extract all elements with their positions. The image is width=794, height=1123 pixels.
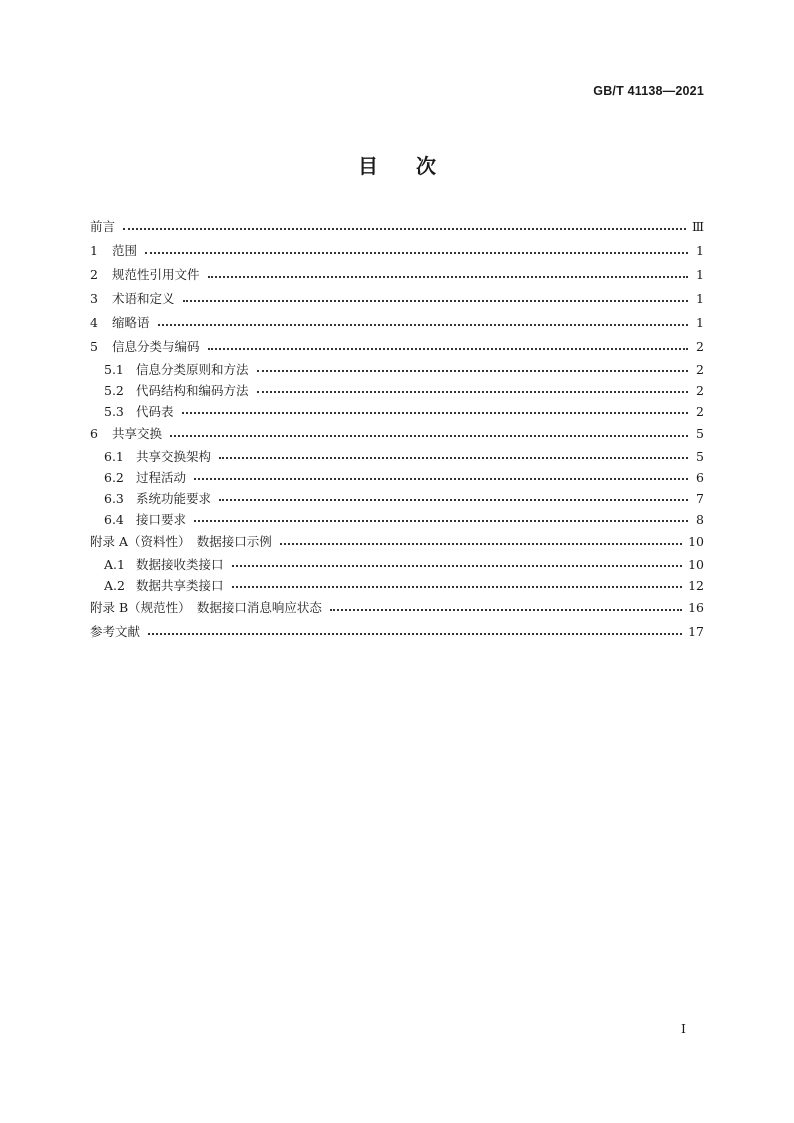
toc-entry-page: 6 (696, 470, 704, 485)
toc-entry-title: 信息分类原则和方法 (136, 362, 249, 377)
toc-entry[interactable] (90, 467, 704, 488)
toc-dot-leader (219, 456, 688, 459)
toc-entry-title: 前言 (90, 219, 116, 234)
toc-dot-leader (330, 608, 682, 611)
toc-entry-page: Ⅲ (691, 219, 704, 234)
toc-entry[interactable] (90, 446, 704, 467)
page-title: 目次 (358, 154, 474, 178)
toc-entry-number: A.1 (104, 557, 125, 572)
toc-dot-leader (232, 585, 683, 588)
toc-dot-leader (145, 251, 688, 254)
toc-entry[interactable] (90, 422, 704, 446)
toc-entry[interactable] (90, 335, 704, 359)
toc-entry-page: 5 (696, 449, 704, 464)
toc-entry[interactable] (90, 554, 704, 575)
toc-entry-page: 12 (688, 578, 704, 593)
toc-entry[interactable] (90, 488, 704, 509)
toc-entry-page: 2 (696, 339, 704, 354)
toc-entry-number: A.2 (104, 578, 125, 593)
toc-entry-page: 2 (696, 404, 704, 419)
toc-entry-title: 数据共享类接口 (136, 578, 224, 593)
table-of-contents (90, 215, 704, 644)
toc-entry-page: 1 (696, 291, 704, 306)
toc-entry-number: 3 (90, 291, 98, 306)
toc-entry[interactable] (90, 575, 704, 596)
toc-dot-leader (257, 369, 688, 372)
toc-entry[interactable] (90, 380, 704, 401)
toc-dot-leader (232, 564, 683, 567)
toc-dot-leader (182, 411, 688, 414)
toc-entry-page: 1 (696, 243, 704, 258)
toc-entry-number: 6.1 (104, 449, 124, 464)
toc-entry-page: 16 (688, 600, 704, 615)
toc-dot-leader (158, 323, 688, 326)
toc-entry[interactable] (90, 530, 704, 554)
toc-entry-title: 代码结构和编码方法 (136, 383, 249, 398)
toc-dot-leader (208, 275, 688, 278)
toc-entry[interactable] (90, 239, 704, 263)
toc-entry-title: 代码表 (136, 404, 174, 419)
toc-entry-number: 4 (90, 315, 98, 330)
toc-entry-title: 共享交换 (112, 426, 163, 441)
standard-code: GB/T 41138—2021 (593, 84, 704, 98)
toc-entry[interactable] (90, 215, 704, 239)
toc-entry-number: 5.1 (104, 362, 124, 377)
toc-dot-leader (148, 632, 682, 635)
toc-entry[interactable] (90, 359, 704, 380)
toc-entry-number: 6.4 (104, 512, 124, 527)
toc-entry-page: 8 (696, 512, 704, 527)
toc-entry[interactable] (90, 596, 704, 620)
toc-entry[interactable] (90, 287, 704, 311)
toc-entry-title: 附录 B（规范性） 数据接口消息响应状态 (90, 600, 322, 615)
toc-entry[interactable] (90, 263, 704, 287)
toc-entry-title: 术语和定义 (112, 291, 175, 306)
toc-entry-number: 5.3 (104, 404, 124, 419)
toc-entry-title: 附录 A（资料性） 数据接口示例 (90, 534, 272, 549)
toc-dot-leader (170, 434, 688, 437)
toc-entry-title: 信息分类与编码 (112, 339, 200, 354)
toc-dot-leader (208, 347, 688, 350)
toc-dot-leader (183, 299, 688, 302)
toc-entry-page: 1 (696, 315, 704, 330)
toc-dot-leader (194, 519, 688, 522)
toc-entry-page: 17 (688, 624, 704, 639)
toc-dot-leader (219, 498, 688, 501)
toc-entry-number: 2 (90, 267, 98, 282)
toc-entry-number: 5 (90, 339, 98, 354)
toc-dot-leader (280, 542, 682, 545)
toc-dot-leader (257, 390, 688, 393)
toc-entry-number: 6.2 (104, 470, 124, 485)
toc-entry-number: 5.2 (104, 383, 124, 398)
toc-entry-number: 6.3 (104, 491, 124, 506)
toc-entry-page: 10 (688, 534, 704, 549)
toc-entry[interactable] (90, 509, 704, 530)
toc-entry-page: 1 (696, 267, 704, 282)
toc-entry-title: 规范性引用文件 (112, 267, 200, 282)
toc-entry-title: 过程活动 (136, 470, 187, 485)
toc-entry-page: 2 (696, 383, 704, 398)
toc-entry-title: 接口要求 (136, 512, 187, 527)
toc-entry-title: 参考文献 (90, 624, 141, 639)
toc-entry-title: 缩略语 (112, 315, 150, 330)
page-number: Ⅰ (681, 1021, 686, 1036)
toc-entry-number: 1 (90, 243, 98, 258)
toc-entry-title: 系统功能要求 (136, 491, 212, 506)
toc-entry-page: 7 (696, 491, 704, 506)
toc-entry-page: 10 (688, 557, 704, 572)
toc-entry[interactable] (90, 620, 704, 644)
toc-entry-page: 2 (696, 362, 704, 377)
toc-entry-title: 共享交换架构 (136, 449, 212, 464)
toc-entry[interactable] (90, 311, 704, 335)
toc-entry-title: 范围 (112, 243, 138, 258)
toc-dot-leader (123, 227, 686, 230)
toc-entry-title: 数据接收类接口 (136, 557, 224, 572)
toc-entry-page: 5 (696, 426, 704, 441)
toc-entry-number: 6 (90, 426, 98, 441)
toc-entry[interactable] (90, 401, 704, 422)
toc-dot-leader (194, 477, 688, 480)
